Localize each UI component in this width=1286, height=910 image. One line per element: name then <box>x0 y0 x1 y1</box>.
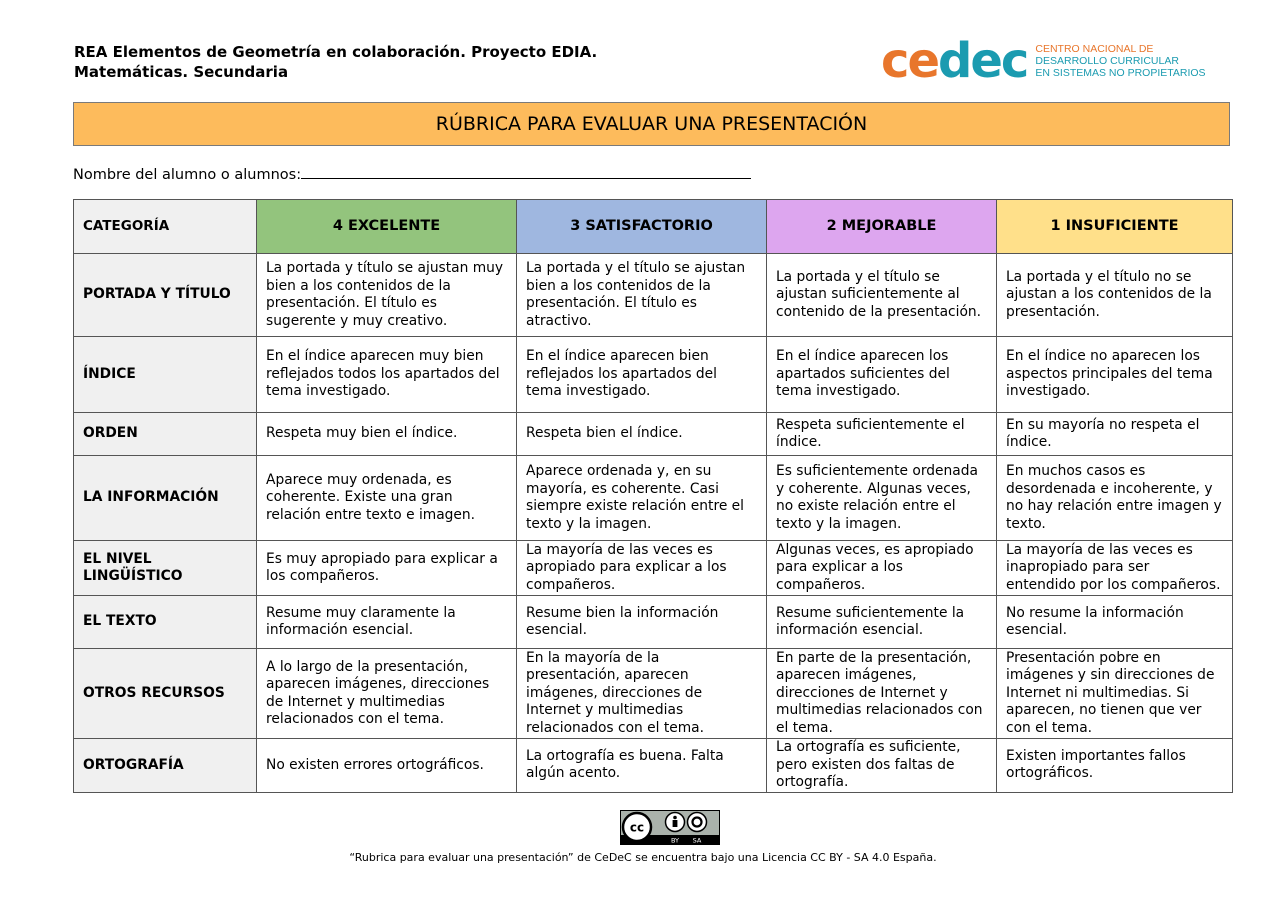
header-excelente: 4 EXCELENTE <box>257 200 517 254</box>
category-cell: OTROS RECURSOS <box>74 649 257 739</box>
table-row <box>74 254 1233 337</box>
header-categoria: CATEGORÍA <box>74 200 257 254</box>
category-cell: LA INFORMACIÓN <box>74 456 257 541</box>
cell-satisfactorio: En el índice aparecen bien reflejados los apartados del tema investigado. <box>517 337 767 413</box>
cell-insuficiente: En muchos casos es desordenada e incoherente, y no hay relación entre imagen y texto. <box>997 456 1233 541</box>
cell-excelente: En el índice aparecen muy bien reflejados todos los apartados del tema investigado. <box>257 337 517 413</box>
table-row <box>74 649 1233 739</box>
cell-excelente: Es muy apropiado para explicar a los compañeros. <box>257 541 517 596</box>
cell-excelente: Respeta muy bien el índice. <box>257 413 517 456</box>
header-line-2: Matemáticas. Secundaria <box>74 63 289 81</box>
table-row <box>74 456 1233 541</box>
svg-text:cc: cc <box>629 820 645 835</box>
header-mejorable: 2 MEJORABLE <box>767 200 997 254</box>
rubric-table <box>73 199 1233 793</box>
cell-mejorable: Es suficientemente ordenada y coherente. Algunas veces, no existe relación entre el texto y la imagen. <box>767 456 997 541</box>
category-cell: EL NIVEL LINGÜÍSTICO <box>74 541 257 596</box>
cedec-logo-wordmark: cedec <box>881 33 1028 89</box>
cell-satisfactorio: Aparece ordenada y, en su mayoría, es coherente. Casi siempre existe relación entre el texto y la imagen. <box>517 456 767 541</box>
cell-satisfactorio: En la mayoría de la presentación, aparecen imágenes, direcciones de Internet y multimedias relacionados con el tema. <box>517 649 767 739</box>
cell-mejorable: En parte de la presentación, aparecen imágenes, direcciones de Internet y multimedias relacionados con el tema. <box>767 649 997 739</box>
svg-text:BY: BY <box>670 836 680 845</box>
category-cell: PORTADA Y TÍTULO <box>74 254 257 337</box>
cell-satisfactorio: Resume bien la información esencial. <box>517 596 767 649</box>
cell-satisfactorio: Respeta bien el índice. <box>517 413 767 456</box>
table-row <box>74 596 1233 649</box>
cell-insuficiente: La mayoría de las veces es inapropiado para ser entendido por los compañeros. <box>997 541 1233 596</box>
student-name-blank-line <box>301 164 751 179</box>
cc-by-sa-license-badge[interactable] <box>620 810 720 845</box>
header-satisfactorio: 3 SATISFACTORIO <box>517 200 767 254</box>
cell-excelente: Aparece muy ordenada, es coherente. Existe una gran relación entre texto e imagen. <box>257 456 517 541</box>
table-row <box>74 541 1233 596</box>
student-name-label: Nombre del alumno o alumnos: <box>73 167 302 183</box>
cell-mejorable: La portada y el título se ajustan suficientemente al contenido de la presentación. <box>767 254 997 337</box>
license-footer: “Rubrica para evaluar una presentación” de CeDeC se encuentra bajo una Licencia CC BY - SA 4.0 España. <box>349 851 937 864</box>
cell-mejorable: Algunas veces, es apropiado para explicar a los compañeros. <box>767 541 997 596</box>
table-row <box>74 413 1233 456</box>
document-header <box>74 42 597 82</box>
cell-insuficiente: La portada y el título no se ajustan a los contenidos de la presentación. <box>997 254 1233 337</box>
cell-insuficiente: En su mayoría no respeta el índice. <box>997 413 1233 456</box>
header-insuficiente: 1 INSUFICIENTE <box>997 200 1233 254</box>
cell-satisfactorio: La ortografía es buena. Falta algún acento. <box>517 739 767 793</box>
rubric-title <box>73 102 1230 146</box>
category-cell: ORDEN <box>74 413 257 456</box>
cell-mejorable: Respeta suficientemente el índice. <box>767 413 997 456</box>
cedec-logo <box>881 33 1206 89</box>
category-cell: ORTOGRAFÍA <box>74 739 257 793</box>
cell-excelente: A lo largo de la presentación, aparecen imágenes, direcciones de Internet y multimedias relacionados con el tema. <box>257 649 517 739</box>
cell-insuficiente: Existen importantes fallos ortográficos. <box>997 739 1233 793</box>
table-row <box>74 337 1233 413</box>
cell-insuficiente: No resume la información esencial. <box>997 596 1233 649</box>
cell-mejorable: La ortografía es suficiente, pero existen dos faltas de ortografía. <box>767 739 997 793</box>
table-row <box>74 739 1233 793</box>
header-line-1: REA Elementos de Geometría en colaboración. Proyecto EDIA. <box>74 43 598 61</box>
cell-insuficiente: En el índice no aparecen los aspectos principales del tema investigado. <box>997 337 1233 413</box>
table-header-row <box>74 200 1233 254</box>
cell-excelente: La portada y título se ajustan muy bien a los contenidos de la presentación. El título es sugerente y muy creativo. <box>257 254 517 337</box>
cell-satisfactorio: La mayoría de las veces es apropiado para explicar a los compañeros. <box>517 541 767 596</box>
share-alike-icon <box>688 813 707 832</box>
cell-satisfactorio: La portada y el título se ajustan bien a los contenidos de la presentación. El título es atractivo. <box>517 254 767 337</box>
student-name-field <box>73 164 751 183</box>
cell-insuficiente: Presentación pobre en imágenes y sin direcciones de Internet ni multimedias. Si aparecen, no tienen que ver con el tema. <box>997 649 1233 739</box>
cell-mejorable: En el índice aparecen los apartados suficientes del tema investigado. <box>767 337 997 413</box>
cell-excelente: Resume muy claramente la información esencial. <box>257 596 517 649</box>
rubric-title-text: RÚBRICA PARA EVALUAR UNA PRESENTACIÓN <box>435 113 868 135</box>
svg-text:SA: SA <box>692 836 702 845</box>
cedec-logo-subtitle: CENTRO NACIONAL DE DESARROLLO CURRICULAR EN SISTEMAS NO PROPIETARIOS <box>1035 43 1206 79</box>
category-cell: ÍNDICE <box>74 337 257 413</box>
cell-mejorable: Resume suficientemente la información esencial. <box>767 596 997 649</box>
cell-excelente: No existen errores ortográficos. <box>257 739 517 793</box>
category-cell: EL TEXTO <box>74 596 257 649</box>
